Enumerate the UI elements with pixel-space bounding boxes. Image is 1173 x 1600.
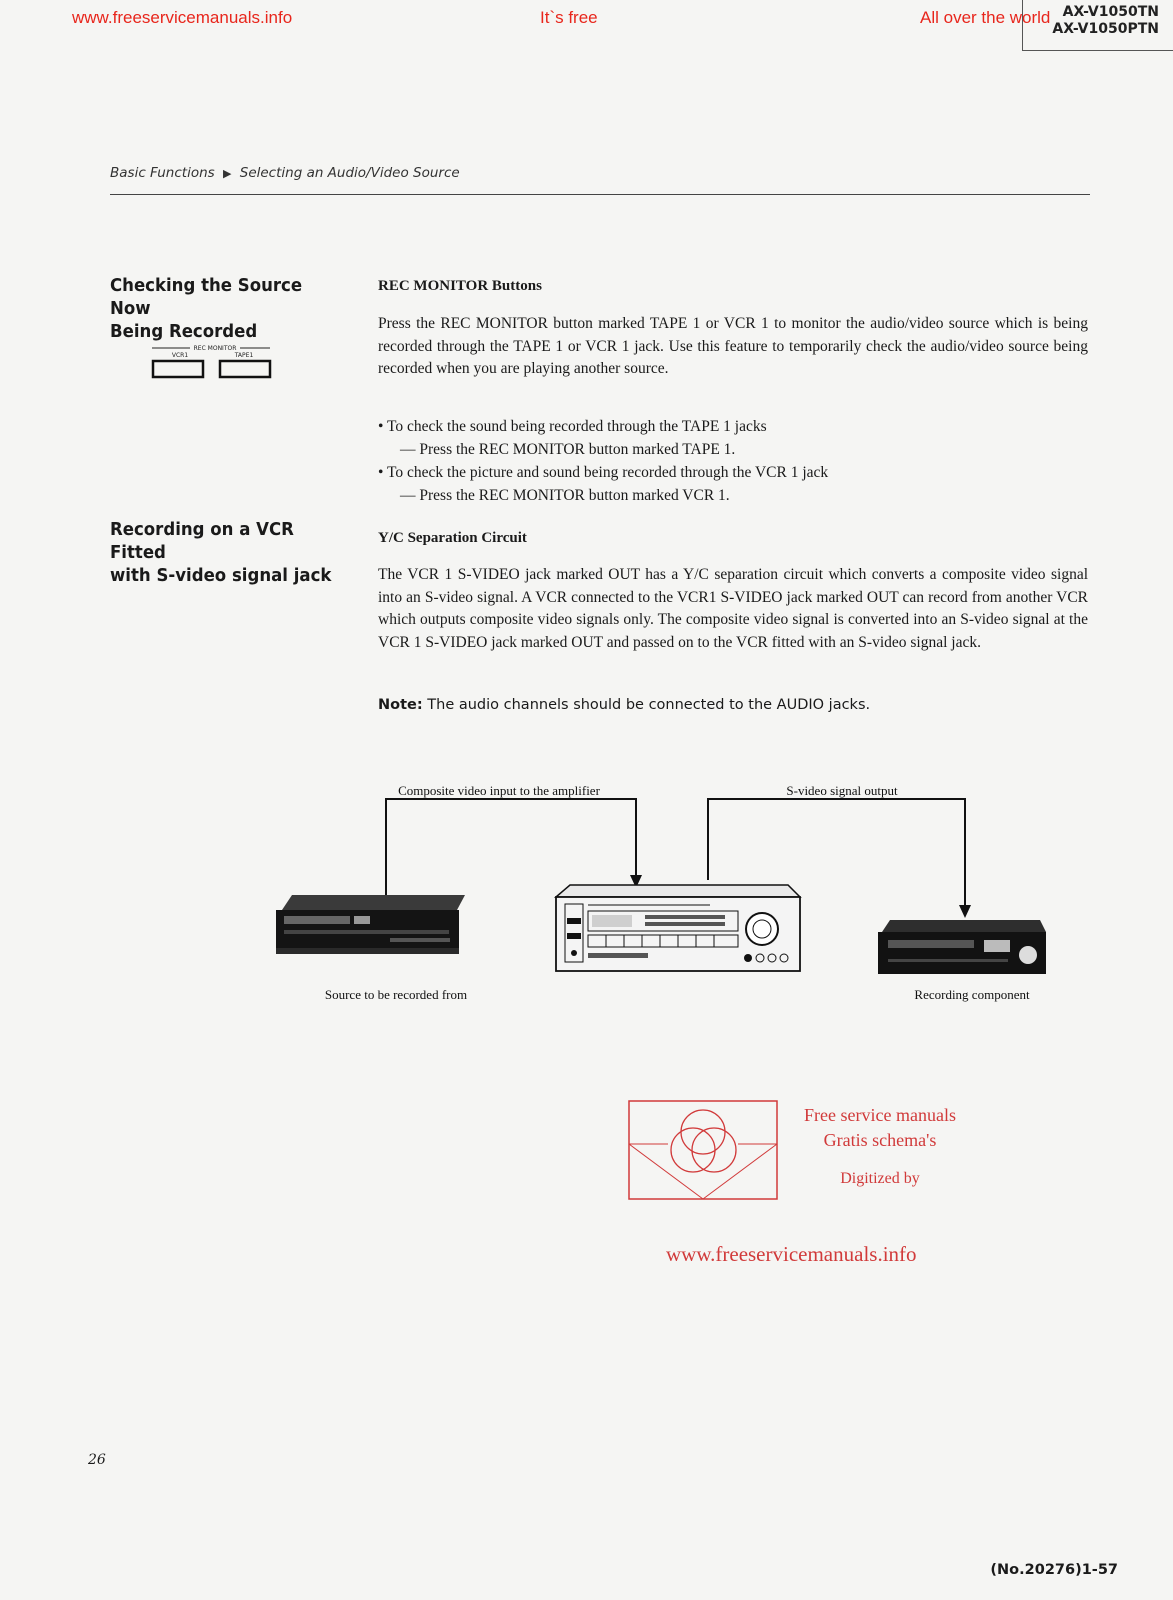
note xyxy=(378,697,870,713)
section1-heading-line2: Being Recorded xyxy=(110,321,258,342)
section1-bullets xyxy=(378,416,1088,507)
document-number: (No.20276)1-57 xyxy=(990,1562,1118,1578)
source-vcr-icon xyxy=(276,895,465,954)
section2-heading-line1: Recording on a VCR Fitted xyxy=(110,519,294,563)
section1-side-heading xyxy=(110,274,340,343)
section2-heading-line2: with S-video signal jack xyxy=(110,565,332,586)
model-number-1: AX-V1050TN xyxy=(1062,4,1159,20)
recording-vcr-icon xyxy=(878,920,1046,974)
bullet-1: • To check the sound being recorded through the TAPE 1 jacks xyxy=(378,418,767,435)
section1-subheading: REC MONITOR Buttons xyxy=(378,278,542,294)
breadcrumb xyxy=(110,165,460,181)
breadcrumb-separator-icon: ▶ xyxy=(222,167,232,180)
svideo-arrow-icon xyxy=(959,905,971,918)
header-site-url[interactable]: www.freeservicemanuals.info xyxy=(72,8,293,27)
amplifier-icon xyxy=(556,885,800,971)
bullet-2: • To check the picture and sound being recorded through the VCR 1 jack xyxy=(378,464,829,481)
label-composite-input: Composite video input to the amplifier xyxy=(398,785,600,798)
section1-heading-line1: Checking the Source Now xyxy=(110,275,303,319)
panel-label-vcr: VCR1 xyxy=(171,352,189,359)
header-rule xyxy=(110,194,1090,195)
vcr1-button-icon xyxy=(153,361,203,377)
header-tagline-world: All over the world xyxy=(920,8,1051,27)
stamp-line1: Free service manuals xyxy=(804,1105,956,1125)
section2-body: The VCR 1 S-VIDEO jack marked OUT has a Y/C separation circuit which converts a composite video signal into an S-video signal. A VCR connected to the VCR1 S-VIDEO jack marked OUT can record from another VCR which outputs composite video signals only. The composite video signal is converted into an S-video signal at the VCR 1 S-VIDEO jack marked OUT and passed on to the VCR fitted with an S-video signal jack. xyxy=(378,566,1088,651)
note-text: The audio channels should be connected to the AUDIO jacks. xyxy=(427,697,871,713)
stamp-line3: Digitized by xyxy=(840,1170,920,1187)
note-label: Note: xyxy=(378,697,423,713)
section2-subheading: Y/C Separation Circuit xyxy=(378,530,527,546)
label-source: Source to be recorded from xyxy=(324,987,468,1002)
breadcrumb-section: Basic Functions xyxy=(110,165,215,181)
page-number: 26 xyxy=(88,1452,106,1468)
connection-diagram xyxy=(270,785,1070,1005)
tape1-button-icon xyxy=(220,361,270,377)
model-number-2: AX-V1050PTN xyxy=(1052,21,1159,37)
panel-label-tape: TAPE1 xyxy=(234,352,254,359)
section1-body: Press the REC MONITOR button marked TAPE 1 or VCR 1 to monitor the audio/video source which is being recorded through the TAPE 1 or VCR 1 jack. Use this feature to temporarily check the audio/video source being recorded when you are playing another source. xyxy=(378,315,1088,377)
header-tagline-free: It`s free xyxy=(540,8,598,27)
label-svideo-output: S-video signal output xyxy=(786,785,898,798)
stamp-logo-icon xyxy=(628,1100,778,1200)
bullet-2-sub: — Press the REC MONITOR button marked VCR 1. xyxy=(400,486,730,504)
model-box xyxy=(1022,0,1173,51)
section2-side-heading xyxy=(110,518,340,587)
composite-cable-line xyxy=(386,799,636,895)
bullet-1-sub: — Press the REC MONITOR button marked TAPE 1. xyxy=(400,440,736,458)
label-recording-component: Recording component xyxy=(914,987,1030,1002)
stamp-line2: Gratis schema's xyxy=(823,1130,937,1150)
rec-monitor-panel-icon xyxy=(150,340,280,382)
breadcrumb-page: Selecting an Audio/Video Source xyxy=(239,165,460,181)
stamp-website-link[interactable]: www.freeservicemanuals.info xyxy=(666,1242,917,1266)
panel-label-group: REC MONITOR xyxy=(193,345,237,352)
